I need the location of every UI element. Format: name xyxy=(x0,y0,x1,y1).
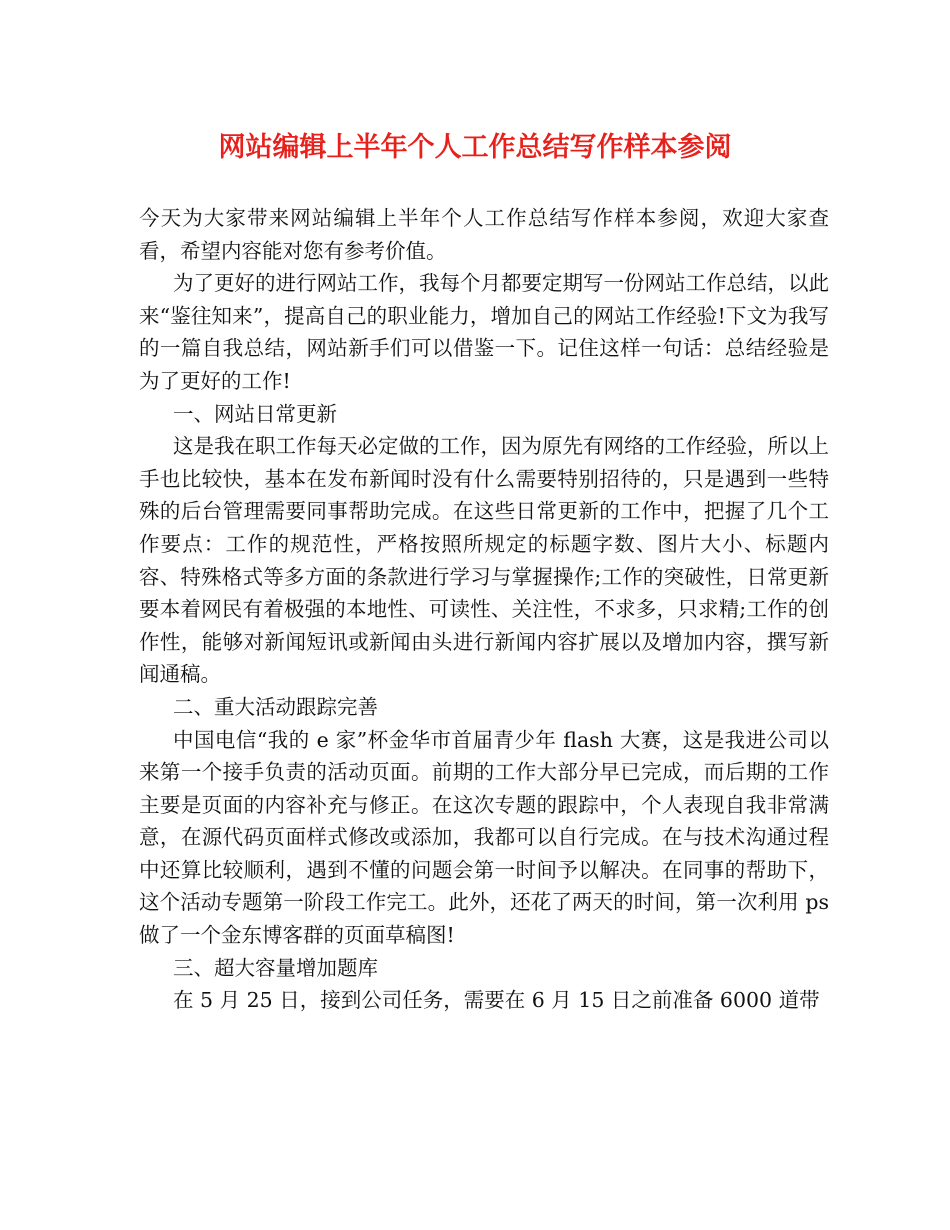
section-heading: 三、超大容量增加题库 xyxy=(173,955,378,980)
body-paragraph: 这是我在职工作每天必定做的工作，因为原先有网络的工作经验，所以上手也比较快，基本在发布新闻时没有什么需要特别招待的，只是遇到一些特殊的后台管理需要同事帮助完成。在这些日常更新的工作中，把握了几个工作要点：工作的规范性，严格按照所规定的标题字数、图片大小、标题内容、特殊格式等多方面的条款进行学习与掌握操作;工作的突破性，日常更新要本着网民有着极强的本地性、可读性、关注性，不求多，只求精;工作的创作性，能够对新闻短讯或新闻由头进行新闻内容扩展以及增加内容，撰写新闻通稿。 xyxy=(139,434,829,687)
intro-paragraph: 今天为大家带来网站编辑上半年个人工作总结写作样本参阅，欢迎大家查看，希望内容能对您有参考价值。 xyxy=(139,206,829,263)
document-title: 网站编辑上半年个人工作总结写作样本参阅 xyxy=(218,132,732,163)
document-body xyxy=(139,202,829,1017)
body-paragraph: 在 5 月 25 日，接到公司任务，需要在 6 月 15 日之前准备 6000 道带 xyxy=(173,988,820,1013)
body-paragraph: 为了更好的进行网站工作，我每个月都要定期写一份网站工作总结，以此来“鉴往知来”，提高自己的职业能力，增加自己的网站工作经验!下文为我写的一篇自我总结，网站新手们可以借鉴一下。记住这样一句话：总结经验是为了更好的工作! xyxy=(139,271,829,393)
section-heading: 一、网站日常更新 xyxy=(173,401,337,426)
body-paragraph: 中国电信“我的 e 家”杯金华市首届青少年 flash 大赛，这是我进公司以来第一个接手负责的活动页面。前期的工作大部分早已完成，而后期的工作主要是页面的内容补充与修正。在这次专题的跟踪中，个人表现自我非常满意，在源代码页面样式修改或添加，我都可以自行完成。在与技术沟通过程中还算比较顺利，遇到不懂的问题会第一时间予以解决。在同事的帮助下，这个活动专题第一阶段工作完工。此外，还花了两天的时间，第一次利用 ps 做了一个金东博客群的页面草稿图! xyxy=(139,727,829,948)
section-heading: 二、重大活动跟踪完善 xyxy=(173,694,378,719)
